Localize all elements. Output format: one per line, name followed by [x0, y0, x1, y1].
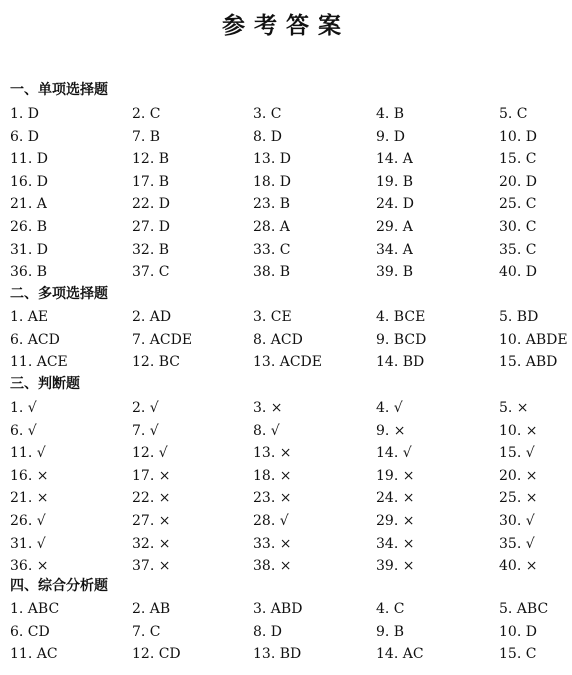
answer-item: 2. √ [132, 400, 159, 416]
answer-row [0, 261, 572, 283]
answer-item: 6. CD [10, 623, 50, 640]
answer-item: 31. √ [10, 535, 46, 552]
answer-item: 21. A [10, 196, 47, 213]
answer-item: 16. × [10, 467, 49, 484]
answer-item: 31. D [10, 241, 48, 258]
answer-item: 37. C [132, 264, 170, 281]
answer-item: 20. D [499, 173, 537, 190]
answer-item: 25. C [499, 196, 537, 213]
answer-row [0, 351, 572, 373]
answer-item: 14. AC [376, 646, 424, 663]
answer-item: 2. AB [132, 601, 171, 617]
answer-item: 15. C [499, 646, 537, 663]
answer-row [0, 216, 572, 238]
answer-row [0, 598, 572, 620]
answer-row [0, 487, 572, 509]
answer-item: 2. AD [132, 309, 172, 325]
answer-item: 5. C [499, 106, 528, 122]
answer-item: 36. B [10, 264, 48, 281]
answer-item: 3. ABD [253, 601, 303, 617]
section-heading-true-false: 三、判断题 [10, 376, 80, 392]
answer-item: 15. √ [499, 445, 535, 462]
answer-item: 2. C [132, 106, 161, 122]
answer-item: 8. ACD [253, 331, 303, 348]
answer-item: 22. D [132, 196, 170, 213]
answer-item: 4. C [376, 601, 405, 617]
answer-row [0, 442, 572, 464]
answer-item: 4. BCE [376, 309, 426, 325]
answer-item: 17. × [132, 467, 171, 484]
answer-item: 29. × [376, 513, 415, 529]
answer-item: 17. B [132, 173, 170, 190]
answer-item: 7. C [132, 623, 161, 640]
answer-row [0, 329, 572, 351]
answer-item: 5. BD [499, 309, 539, 325]
answer-item: 14. A [376, 151, 413, 168]
answer-item: 14. BD [376, 354, 425, 371]
answer-item: 6. ACD [10, 331, 60, 348]
answer-item: 4. B [376, 106, 405, 122]
answer-item: 38. × [253, 558, 292, 575]
answer-row [0, 555, 572, 577]
answer-item: 39. B [376, 264, 414, 281]
answer-item: 7. ACDE [132, 331, 193, 348]
answer-item: 11. ACE [10, 354, 68, 371]
answer-item: 35. C [499, 241, 537, 258]
answer-item: 39. × [376, 558, 415, 575]
answer-row [0, 306, 572, 328]
answer-item: 20. × [499, 467, 538, 484]
answer-item: 30. C [499, 219, 537, 235]
answer-item: 27. D [132, 219, 170, 235]
answer-item: 40. × [499, 558, 538, 575]
answer-item: 1. ABC [10, 601, 60, 617]
answer-item: 36. × [10, 558, 49, 575]
answer-item: 15. ABD [499, 354, 558, 371]
answer-row [0, 148, 572, 170]
answer-item: 9. D [376, 128, 406, 145]
answer-item: 25. × [499, 490, 538, 507]
answer-row [0, 103, 572, 125]
answer-row [0, 397, 572, 419]
answer-item: 38. B [253, 264, 291, 281]
answer-item: 24. × [376, 490, 415, 507]
answer-item: 4. √ [376, 400, 403, 416]
answer-item: 32. × [132, 535, 171, 552]
answer-item: 1. √ [10, 400, 37, 416]
answer-item: 9. B [376, 623, 405, 640]
answer-item: 13. ACDE [253, 354, 322, 371]
answer-row [0, 465, 572, 487]
answer-item: 11. AC [10, 646, 58, 663]
answer-item: 24. D [376, 196, 414, 213]
answer-item: 19. B [376, 173, 414, 190]
answer-item: 23. B [253, 196, 291, 213]
answer-item: 8. √ [253, 422, 280, 439]
answer-item: 1. D [10, 106, 40, 122]
answer-item: 30. √ [499, 513, 535, 529]
answer-item: 32. B [132, 241, 170, 258]
answer-row [0, 193, 572, 215]
answer-row [0, 420, 572, 442]
answer-item: 40. D [499, 264, 537, 281]
answer-item: 10. D [499, 128, 537, 145]
answer-item: 8. D [253, 128, 283, 145]
section-heading-comprehensive: 四、综合分析题 [10, 578, 108, 594]
answer-item: 27. × [132, 513, 171, 529]
answer-item: 5. × [499, 400, 529, 416]
answer-item: 12. BC [132, 354, 180, 371]
answer-row [0, 533, 572, 555]
answer-item: 28. A [253, 219, 290, 235]
answer-item: 18. D [253, 173, 291, 190]
answer-item: 28. √ [253, 513, 289, 529]
answer-item: 9. × [376, 422, 406, 439]
answer-item: 8. D [253, 623, 283, 640]
answer-item: 21. × [10, 490, 49, 507]
answer-item: 5. ABC [499, 601, 549, 617]
answer-item: 13. × [253, 445, 292, 462]
answer-item: 13. BD [253, 646, 302, 663]
answer-item: 13. D [253, 151, 291, 168]
answer-item: 26. √ [10, 513, 46, 529]
answer-item: 3. CE [253, 309, 292, 325]
answer-item: 12. √ [132, 445, 168, 462]
answer-row [0, 126, 572, 148]
answer-item: 23. × [253, 490, 292, 507]
answer-item: 3. C [253, 106, 282, 122]
answer-item: 11. D [10, 151, 48, 168]
answer-item: 33. C [253, 241, 291, 258]
answer-item: 7. √ [132, 422, 159, 439]
answer-row [0, 239, 572, 261]
answer-item: 9. BCD [376, 331, 427, 348]
answer-row [0, 510, 572, 532]
answer-item: 10. × [499, 422, 538, 439]
answer-item: 18. × [253, 467, 292, 484]
answer-item: 3. × [253, 400, 283, 416]
answer-item: 10. D [499, 623, 537, 640]
answer-item: 16. D [10, 173, 48, 190]
answer-item: 29. A [376, 219, 413, 235]
answer-item: 26. B [10, 219, 48, 235]
section-heading-multiple-choice: 二、多项选择题 [10, 286, 108, 302]
answer-row [0, 171, 572, 193]
answer-row [0, 643, 572, 665]
answer-item: 34. A [376, 241, 413, 258]
answer-item: 1. AE [10, 309, 49, 325]
answer-item: 19. × [376, 467, 415, 484]
answer-item: 6. D [10, 128, 40, 145]
answer-row [0, 621, 572, 643]
section-heading-single-choice: 一、单项选择题 [10, 82, 108, 98]
answer-item: 34. × [376, 535, 415, 552]
answer-item: 10. ABDE [499, 331, 568, 348]
answer-item: 37. × [132, 558, 171, 575]
answer-item: 12. CD [132, 646, 181, 663]
page-title: 参考答案 [222, 13, 350, 39]
answer-item: 33. × [253, 535, 292, 552]
answer-item: 14. √ [376, 445, 412, 462]
answer-item: 15. C [499, 151, 537, 168]
answer-item: 6. √ [10, 422, 37, 439]
answer-item: 11. √ [10, 445, 46, 462]
answer-item: 7. B [132, 128, 161, 145]
answer-item: 35. √ [499, 535, 535, 552]
answer-item: 12. B [132, 151, 170, 168]
answer-item: 22. × [132, 490, 171, 507]
